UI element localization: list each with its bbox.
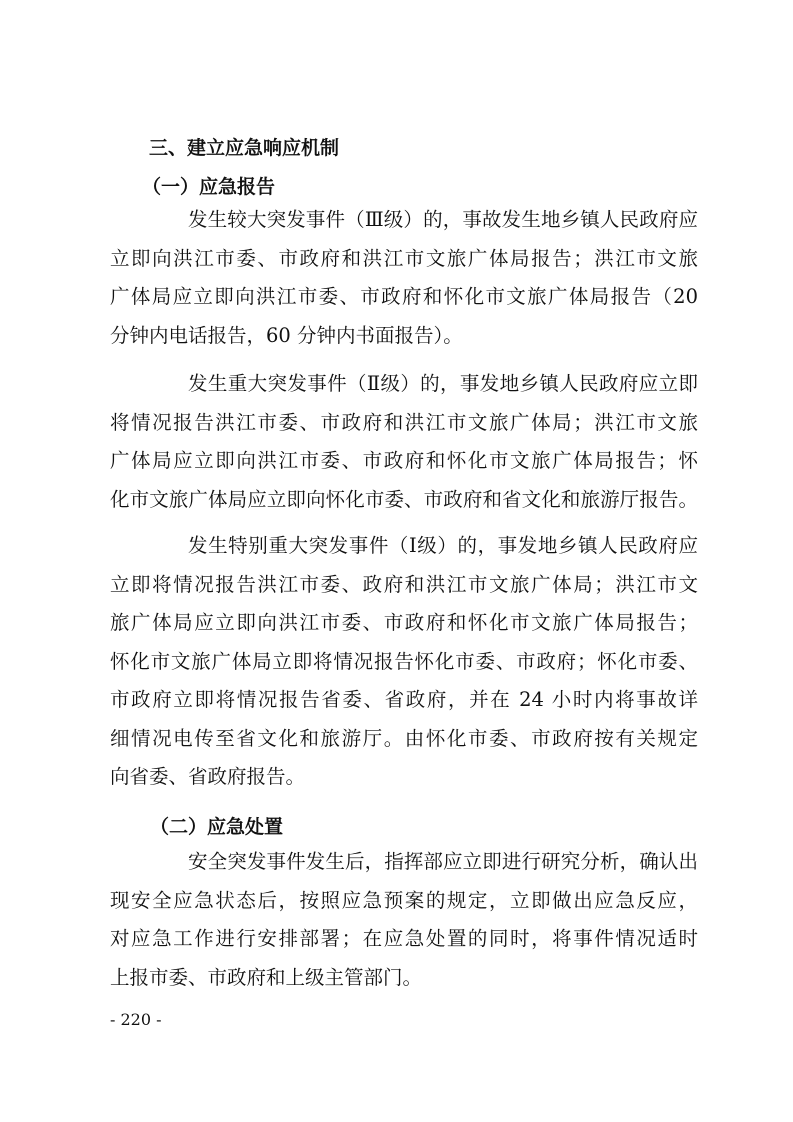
subsection-title-emergency-report: （一）应急报告 [142, 176, 276, 198]
paragraph-line: 上报市委、市政府和上级主管部门。 [110, 965, 423, 989]
paragraph-level-2-report [110, 365, 698, 519]
paragraph-line: 向省委、省政府报告。 [110, 765, 306, 788]
paragraph-line: 分钟内电话报告，60 分钟内书面报告）。 [110, 323, 463, 347]
paragraph-line: 化市文旅广体局应立即向怀化市委、市政府和省文化和旅游厅报告。 [110, 487, 698, 511]
page-number: - 220 - [110, 1010, 162, 1029]
paragraph-line: 对应急工作进行安排部署；在应急处置的同时，将事件情况适时 [110, 927, 698, 950]
paragraph-level-1-report [110, 527, 698, 797]
subsection-title-emergency-handling: （二）应急处置 [150, 816, 284, 838]
paragraph-line: 细情况电传至省文化和旅游厅。由怀化市委、市政府按有关规定 [110, 726, 698, 750]
paragraph-line: 发生重大突发事件（Ⅱ级）的，事发地乡镇人民政府应立即 [188, 372, 698, 395]
paragraph-line: 现安全应急状态后，按照应急预案的规定，立即做出应急反应， [110, 888, 698, 912]
paragraph-line: 将情况报告洪江市委、市政府和洪江市文旅广体局；洪江市文旅 [110, 410, 698, 434]
paragraph-line: 广体局应立即向洪江市委、市政府和怀化市文旅广体局报告（20 [110, 285, 698, 308]
paragraph-line: 怀化市文旅广体局立即将情况报告怀化市委、市政府；怀化市委、 [110, 649, 698, 673]
paragraph-line: 广体局应立即向洪江市委、市政府和怀化市文旅广体局报告；怀 [110, 449, 698, 472]
section-title: 三、建立应急响应机制 [149, 137, 340, 159]
paragraph-line: 立即向洪江市委、市政府和洪江市文旅广体局报告；洪江市文旅 [110, 246, 698, 270]
paragraph-line: 立即将情况报告洪江市委、政府和洪江市文旅广体局；洪江市文 [110, 572, 698, 596]
paragraph-line: 安全突发事件发生后，指挥部应立即进行研究分析，确认出 [188, 850, 698, 873]
paragraph-line: 旅广体局应立即向洪江市委、市政府和怀化市文旅广体局报告； [110, 611, 698, 634]
paragraph-level-3-report [110, 201, 698, 355]
paragraph-line: 发生特别重大突发事件（Ⅰ级）的，事发地乡镇人民政府应 [188, 534, 698, 557]
paragraph-line: 发生较大突发事件（Ⅲ级）的，事故发生地乡镇人民政府应 [188, 208, 698, 231]
paragraph-emergency-handling [110, 843, 698, 997]
paragraph-line: 市政府立即将情况报告省委、省政府，并在 24 小时内将事故详 [110, 688, 698, 711]
